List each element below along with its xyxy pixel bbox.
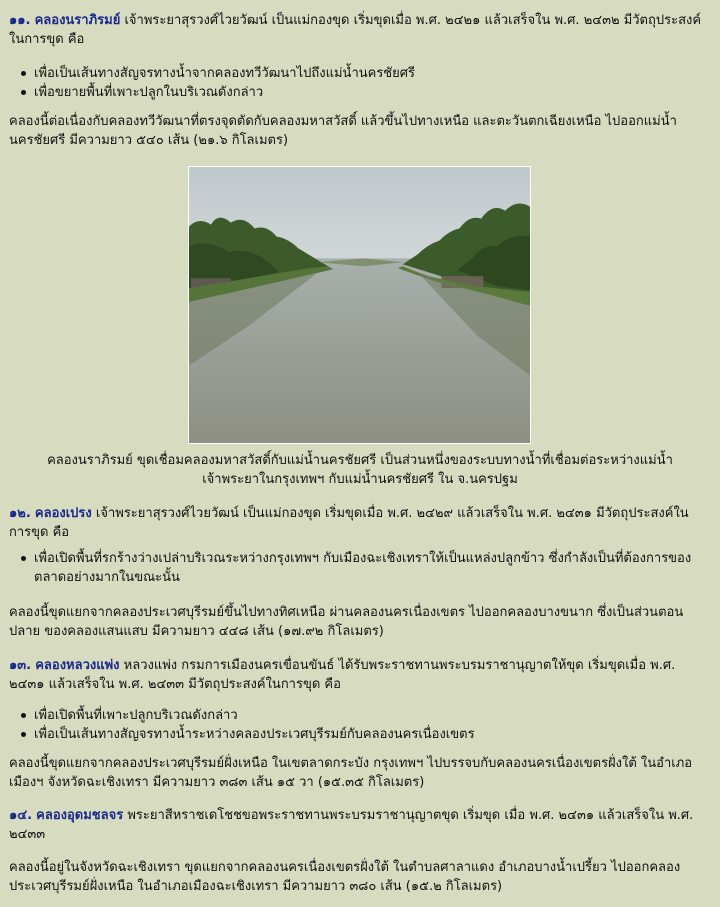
list-item: เพื่อเป็นเส้นทางสัญจรทางน้ำระหว่างคลองประเวศบุรีรมย์กับคลองนครเนื่องเขตร	[9, 725, 709, 744]
section-11-list	[9, 64, 709, 102]
section-12-paragraph	[9, 603, 709, 641]
section-11-para-text: คลองนี้ต่อเนื่องกับคลองทวีวัฒนาที่ตรงจุดตัดกับคลองมหาสวัสดิ์ แล้วขึ้นไปทางเหนือ และตะวันตกเฉียงเหนือ ไปออกแม่น้ำนครชัยศรี มีความยาว ๕๔๐ เส้น (๒๑.๖ กิโลเมตร)	[9, 114, 677, 148]
list-item: เพื่อเปิดพื้นที่เพาะปลูกบริเวณดังกล่าว	[9, 706, 709, 725]
section-14-para-text: คลองนี้อยู่ในจังหวัดฉะเชิงเทรา ขุดแยกจากคลองนครเนื่องเขตรฝั่งใต้ ในตำบลศาลาแดง อำเภอบางน้ำเปรี้ยว ไปออกคลองประเวศบุรีรมย์ฝั่งเหนือ ในอำเภอเมืองฉะเชิงเทรา มีความยาว ๓๘๐ เส้น (๑๕.๒ กิโลเมตร)	[9, 860, 681, 894]
list-item: เพื่อเปิดพื้นที่รกร้างว่างเปล่าบริเวณระหว่างกรุงเทพฯ กับเมืองฉะเชิงเทราให้เป็นแหล่งปลูกข้าว ซึ่งกำลังเป็นที่ต้องการของตลาดอย่างมากในขณะนั้น	[9, 549, 709, 587]
section-11-number: ๑๑.	[9, 13, 31, 28]
section-12-para-text: คลองนี้ขุดแยกจากคลองประเวศบุรีรมย์ขึ้นไปทางทิศเหนือ ผ่านคลองนครเนื่องเขตร ไปออกคลองบางขนาก ซึ่งเป็นส่วนตอนปลาย ของคลองแสนแสบ มีความยาว ๔๔๘ เส้น (๑๗.๙๒ กิโลเมตร)	[9, 605, 684, 639]
section-14-intro-text: พระยาสีหราชเดโชชขอพระราชทานพระบรมราชานุญาตขุด เริ่มขุด เมื่อ พ.ศ. ๒๔๓๑ แล้วเสร็จใน พ.ศ. ๒๔๓๓	[9, 808, 694, 842]
section-13-paragraph	[9, 754, 709, 792]
section-12-number: ๑๒.	[9, 506, 31, 521]
list-item: เพื่อขยายพื้นที่เพาะปลูกในบริเวณดังกล่าว	[9, 83, 709, 102]
section-14-paragraph	[9, 858, 709, 896]
section-13-list	[9, 706, 709, 744]
section-12-intro	[9, 504, 709, 542]
section-13-title: คลองหลวงแพ่ง	[35, 658, 120, 673]
section-13-intro-text: หลวงแพ่ง กรมการเมืองนครเขื่อนขันธ์ ได้รับพระราชทานพระบรมราชานุญาตให้ขุด เริ่มขุดเมื่อ พ.ศ. ๒๔๓๑ แล้วเสร็จใน พ.ศ. ๒๔๓๓ มีวัตถุประสงค์ในการขุด คือ	[9, 658, 676, 692]
section-13-para-text: คลองนี้ขุดแยกจากคลองประเวศบุรีรมย์ฝั่งเหนือ ในเขตลาดกระบัง กรุงเทพฯ ไปบรรจบกับคลองนครเนื่องเขตรฝั่งใต้ ในอำเภอเมืองฯ จังหวัดฉะเชิงเทรา มีความยาว ๓๘๓ เส้น ๑๕ วา (๑๕.๓๕ กิโลเมตร)	[9, 756, 693, 790]
section-11-title: คลองนราภิรมย์	[34, 13, 121, 28]
section-11-paragraph	[9, 112, 709, 150]
section-14-number: ๑๔.	[9, 808, 33, 823]
section-11-intro	[9, 11, 709, 49]
section-14-intro	[9, 806, 709, 844]
canal-photo-image	[189, 167, 530, 443]
section-12-list	[9, 549, 709, 587]
canal-photo	[188, 166, 531, 444]
section-12-intro-text: เจ้าพระยาสุรวงศ์ไวยวัฒน์ เป็นแม่กองขุด เริ่มขุดเมื่อ พ.ศ. ๒๔๒๙ แล้วเสร็จใน พ.ศ. ๒๔๓๑ มีวัตถุประสงค์ในการขุด คือ	[9, 506, 689, 540]
section-12-title: คลองเปรง	[34, 506, 92, 521]
photo-caption: คลองนราภิรมย์ ขุดเชื่อมคลองมหาสวัสดิ์กับแม่น้ำนครชัยศรี เป็นส่วนหนึ่งของระบบทางน้ำที่เชื่อมต่อระหว่างแม่น้ำเจ้าพระยาในกรุงเทพฯ กับแม่น้ำนครชัยศรี ใน จ.นครปฐม	[47, 453, 673, 487]
list-item: เพื่อเป็นเส้นทางสัญจรทางน้ำจากคลองทวีวัฒนาไปถึงแม่น้ำนครชัยศรี	[9, 64, 709, 83]
section-14-title: คลองอุดมชลจร	[36, 808, 124, 823]
section-11-intro-text: เจ้าพระยาสุรวงศ์ไวยวัฒน์ เป็นแม่กองขุด เริ่มขุดเมื่อ พ.ศ. ๒๔๒๑ แล้วเสร็จใน พ.ศ. ๒๔๓๒ มีวัตถุประสงค์ในการขุด คือ	[9, 13, 702, 47]
section-13-number: ๑๓.	[9, 658, 32, 673]
section-13-intro	[9, 656, 709, 694]
